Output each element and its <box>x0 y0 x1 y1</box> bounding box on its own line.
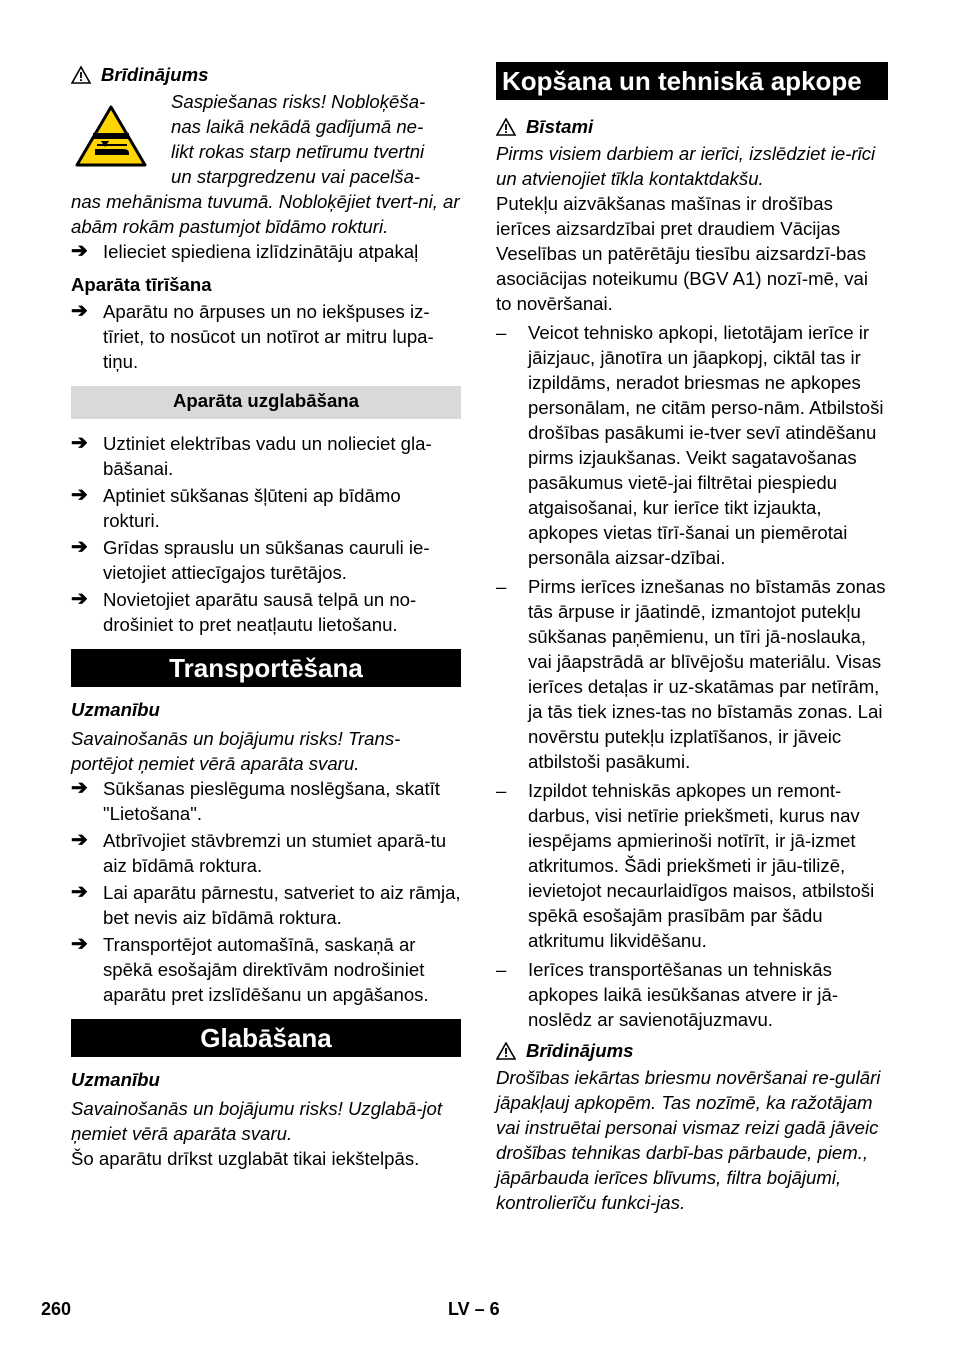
cleaning-heading: Aparāta tīrīšana <box>71 274 212 295</box>
left-column <box>71 62 461 1171</box>
list-item <box>496 320 888 570</box>
list-item-text: Atbrīvojiet stāvbremzi un stumiet aparā-tu aiz bīdāmā roktura. <box>103 830 447 876</box>
right-column <box>496 62 888 1215</box>
storage-note: Šo aparātu drīkst uzglabāt tikai iekštelpās. <box>71 1148 420 1169</box>
arrow-icon: ➔ <box>71 536 88 558</box>
warning-line: un starpgredzenu vai pacelša- <box>171 166 421 187</box>
list-item-text: Sūkšanas pieslēguma noslēgšana, skatīt "Lietošana". <box>103 778 440 824</box>
caution-text: Savainošanās un bojājumu risks! Uzglabā-jot ņemiet vērā aparāta svaru. <box>71 1098 443 1144</box>
warning-heading <box>496 1038 888 1063</box>
dash-bullet: – <box>496 780 507 801</box>
list-item <box>71 587 461 637</box>
warning-text: Drošības iekārtas briesmu novēršanai re-gulāri jāpakļauj apkopēm. Tas nozīmē, ka ražotājam vai instruētai personai vismaz reizi gadā jāveic drošības tehnikas darbī-bas pārbaude, piem., jāpārbauda ierīces blīvums, filtra bojājumi, kontrolierīču funkci-jas. <box>496 1067 881 1213</box>
dash-bullet: – <box>496 959 507 980</box>
storage-section-heading: Aparāta uzglabāšana <box>71 386 461 419</box>
warning-text-lines <box>171 89 425 189</box>
warning-line: nas laikā nekādā gadījumā ne- <box>171 116 424 137</box>
arrow-icon: ➔ <box>71 432 88 454</box>
list-item-text: Izpildot tehniskās apkopes un remont-darbus, visi netīrie priekšmeti, kurus nav iespējams apmierinoši notīrīt, ir jā-izmet atkritumos. Šādi priekšmeti ir jāu-tilizē, ievietojot necaurlaidīgos maisos, atbilstoši spēkā esošajām prasībām par šādu atkritumu likvidēšanu. <box>528 780 875 951</box>
list-item <box>71 776 461 826</box>
warning-triangle-icon <box>496 1042 516 1060</box>
list-item <box>71 535 461 585</box>
list-item-text: Lai aparātu pārnestu, satveriet to aiz rāmja, bet nevis aiz bīdāmā roktura. <box>103 882 461 928</box>
warning-title: Brīdinājums <box>526 1040 634 1061</box>
danger-title: Bīstami <box>526 116 594 137</box>
warning-triangle-icon <box>71 66 91 84</box>
caution-text: Savainošanās un bojājumu risks! Trans-portējot ņemiet vērā aparāta svaru. <box>71 728 401 774</box>
page-number: 260 <box>41 1299 72 1319</box>
arrow-icon: ➔ <box>71 881 88 903</box>
storage-section-title: Glabāšana <box>71 1019 461 1057</box>
list-item <box>71 239 461 264</box>
list-item <box>496 957 888 1032</box>
warning-title: Brīdinājums <box>101 64 209 85</box>
dash-bullet: – <box>496 322 507 343</box>
caution-title: Uzmanību <box>71 699 160 720</box>
arrow-icon: ➔ <box>71 300 88 322</box>
danger-heading <box>496 114 888 139</box>
list-item-text: Transportējot automašīnā, saskaņā ar spēkā esošajām direktīvām nodrošiniet aparātu pret izslīdēšanu un apgāšanos. <box>103 934 429 1005</box>
warning-hazard-block <box>71 89 461 189</box>
list-item-text: Grīdas sprauslu un sūkšanas cauruli ie-vietojiet attiecīgajos turētājos. <box>103 537 430 583</box>
list-item <box>71 431 461 481</box>
arrow-icon: ➔ <box>71 588 88 610</box>
list-item <box>71 483 461 533</box>
warning-line: Saspiešanas risks! Nobloķēša- <box>171 91 426 112</box>
list-item-text: Novietojiet aparātu sausā telpā un no-drošiniet to pret neatļautu lietošanu. <box>103 589 417 635</box>
intro-text: Putekļu aizvākšanas mašīnas ir drošības ierīces aizsardzībai pret draudiem Vācijas Veselības un patērētāju tiesību aizsardzī-bas asociācijas noteikumu (BGV A1) nozī-mē, vai to novēršanai. <box>496 193 869 314</box>
list-item <box>496 778 888 953</box>
list-item-text: Aptiniet sūkšanas šļūteni ap bīdāmo rokturi. <box>103 485 401 531</box>
list-item-text: Uztiniet elektrības vadu un nolieciet gla-bāšanai. <box>103 433 432 479</box>
arrow-icon: ➔ <box>71 829 88 851</box>
warning-triangle-icon <box>496 118 516 136</box>
arrow-icon: ➔ <box>71 777 88 799</box>
warning-line: likt rokas starp netīrumu tvertni <box>171 141 425 162</box>
warning-heading <box>71 62 461 87</box>
list-item-text: Veicot tehnisko apkopi, lietotājam ierīce ir jāizjauc, jānotīra un jāapkopj, ciktāl tas ir izpildāms, neradot briesmas ne apkopes personālam, ne citām perso-nām. Atbilstoši drošības pasākumi ie-tver sevī atindēšanu pirms izjaukšanas. Veikt sagatavošanas pasākumus vietē-jai filtrētai piespiedu atgaisošanai, kur ierīce tikt izjaukta, apkopes vietas tīrī-šanai un piemērotai personāla aizsar-dzībai. <box>528 322 884 568</box>
list-item <box>71 880 461 930</box>
warning-text-rest: nas mehānisma tuvumā. Nobloķējiet tvert-ni, ar abām rokām pastumjot bīdāmo rokturi. <box>71 191 460 237</box>
danger-text: Pirms visiem darbiem ar ierīci, izslēdziet ie-rīci un atvienojiet tīkla kontaktdakšu. <box>496 143 876 189</box>
list-item-text: Ierīces transportēšanas un tehniskās apkopes laikā iesūkšanas atvere ir jā-noslēdz ar savienotājuzmavu. <box>528 959 839 1030</box>
transport-section-title: Transportēšana <box>71 649 461 687</box>
list-item-text: Pirms ierīces iznešanas no bīstamās zonas tās ārpuse ir jāatindē, izmantojot putekļu sūkšanas paņēmienu, un tīri jā-noslauka, vai jāapstrādā ar blīvējošu materiālu. Visas ierīces detaļas ir uz-skatāmas par netīrām, ja tās tiek iznes-tas no bīstamās zonas. Lai novērstu putekļu izplatīšanos, ir jāveic atbilstoši pasākumi. <box>528 576 886 772</box>
maintenance-section-title: Kopšana un tehniskā apkope <box>496 62 888 100</box>
list-item-text: Aparātu no ārpuses un no iekšpuses iz-tīriet, to nosūcot un notīrot ar mitru lupa-tiņu. <box>103 301 434 372</box>
arrow-icon: ➔ <box>71 484 88 506</box>
caution-title: Uzmanību <box>71 1069 160 1090</box>
list-item <box>71 299 461 374</box>
list-item-text: Ielieciet spiediena izlīdzinātāju atpakaļ <box>103 241 419 262</box>
crush-hazard-icon <box>75 105 147 167</box>
list-item <box>496 574 888 774</box>
arrow-icon: ➔ <box>71 933 88 955</box>
list-item <box>71 932 461 1007</box>
list-item <box>71 828 461 878</box>
language-page-label: LV – 6 <box>448 1299 500 1319</box>
dash-bullet: – <box>496 576 507 597</box>
arrow-icon: ➔ <box>71 240 88 262</box>
